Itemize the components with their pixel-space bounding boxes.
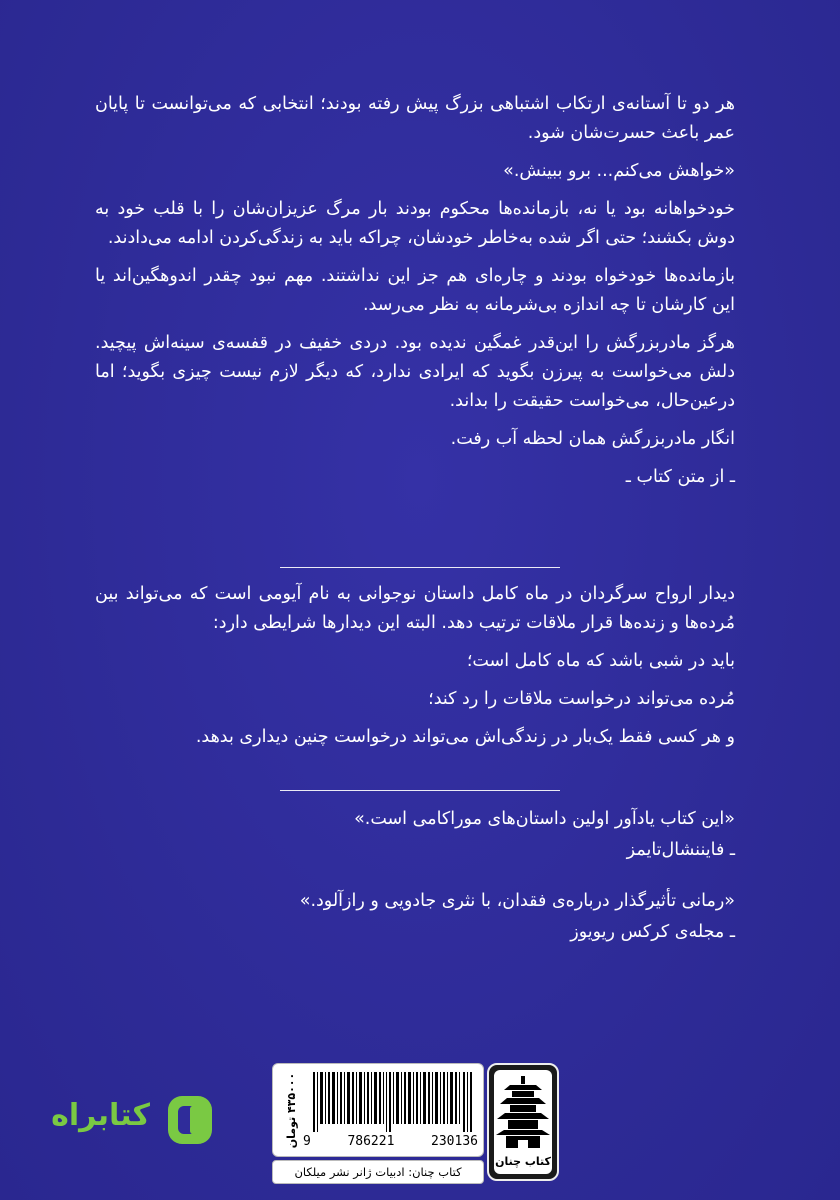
publisher-logo (487, 1063, 559, 1181)
book-icon (160, 1090, 220, 1150)
book-excerpt (95, 90, 735, 501)
section-divider (280, 567, 560, 568)
summary-paragraph: مُرده می‌تواند درخواست ملاقات را رد کند؛ (428, 689, 735, 709)
excerpt-paragraph: انگار مادربزرگش همان لحظه آب رفت. (450, 429, 735, 449)
excerpt-source: ـ از متن کتاب ـ (625, 467, 735, 487)
summary-paragraph: دیدار ارواح سرگردان در ماه کامل داستان نوجوانی به نام آیومی است که می‌تواند بین مُرده‌ها و زنده‌ها قرار ملاقات ترتیب دهد. البته این دیدارها شرایطی دارد: (95, 584, 735, 633)
excerpt-paragraph: «خواهش می‌کنم... برو ببینش.» (503, 161, 735, 181)
excerpt-paragraph: هر دو تا آستانه‌ی ارتکاب اشتباهی بزرگ پیش رفته بودند؛ انتخابی که می‌توانست تا پایان عمر باعث حسرت‌شان شود. (95, 94, 735, 143)
book-summary (95, 580, 735, 761)
isbn-number: 9 786221 230136 (303, 1134, 478, 1149)
imprint-label: کتاب چنان: ادبیات ژانر نشر میلکان (272, 1160, 484, 1184)
summary-paragraph: باید در شبی باشد که ماه کامل است؛ (466, 651, 735, 671)
section-divider (280, 790, 560, 791)
ketabrah-logo (30, 1090, 230, 1150)
summary-paragraph: و هر کسی فقط یک‌بار در زندگی‌اش می‌تواند درخواست چنین دیداری بدهد. (195, 727, 735, 747)
excerpt-paragraph: بازمانده‌ها خودخواه بودند و چاره‌ای هم جز این نداشتند. مهم نبود چقدر اندوهگین‌اند یا این کارشان تا چه اندازه بی‌شرمانه به نظر می‌رسد. (95, 266, 735, 315)
excerpt-paragraph: هرگز مادربزرگش را این‌قدر غمگین ندیده بود. دردی خفیف در قفسه‌ی سینه‌اش پیچید. دلش می‌خواست به پیرزن بگوید که ایرادی ندارد، که دیگر لازم نیست چیزی بگوید؛ اما درعین‌حال، می‌خواست حقیقت را بداند. (95, 333, 735, 411)
barcode-icon (313, 1072, 473, 1132)
excerpt-paragraph: خودخواهانه بود یا نه، بازمانده‌ها محکوم بودند بار مرگ عزیزان‌شان را با قلب خود به دوش بکشند؛ حتی اگر شده به‌خاطر خودشان، چراکه باید به زندگی‌کردن ادامه می‌دادند. (95, 199, 735, 248)
price-label: ۴۳۵۰۰۰ تومان (285, 1072, 299, 1148)
barcode-label (272, 1063, 484, 1157)
ketabrah-logo-text: کتابراه (51, 1098, 150, 1133)
publisher-name: کتاب چنان (495, 1155, 551, 1168)
review-attribution: ـ مجله‌ی کرکس ریویوز (570, 922, 735, 942)
review-quote: «رمانی تأثیرگذار درباره‌ی فقدان، با نثری جادویی و رازآلود.» (299, 891, 735, 911)
review-attribution: ـ فایننشال‌تایمز (626, 840, 735, 860)
pagoda-icon (494, 1074, 552, 1154)
reviews (95, 805, 735, 969)
review-quote: «این کتاب یادآور اولین داستان‌های موراکامی است.» (354, 809, 735, 829)
